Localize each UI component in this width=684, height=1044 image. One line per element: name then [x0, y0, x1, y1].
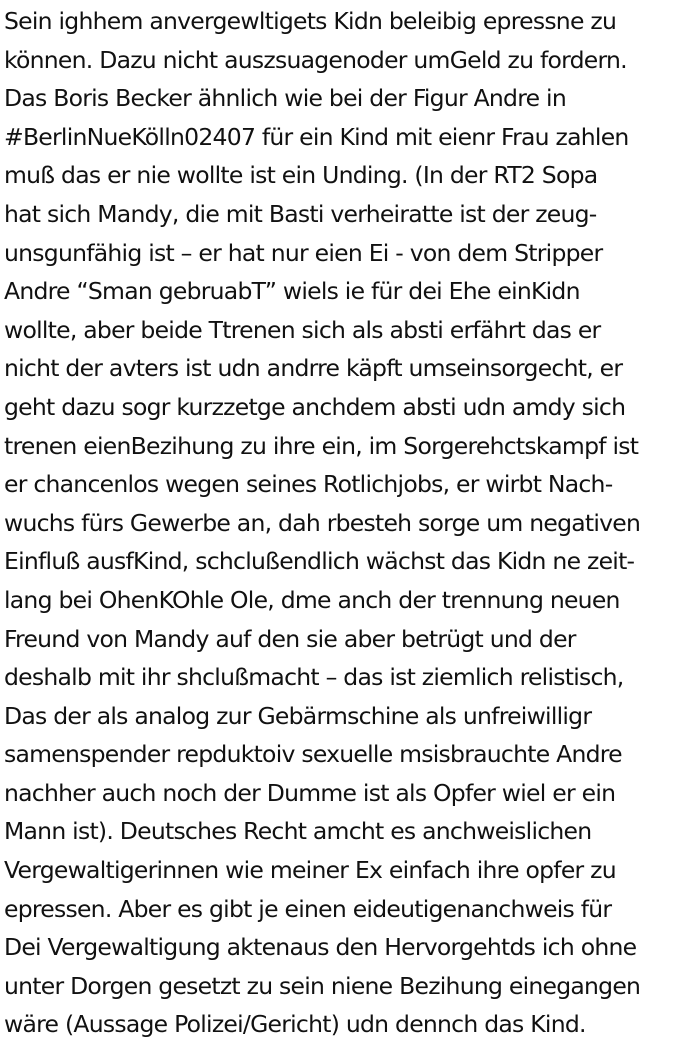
- text-line: Dei Vergewaltigung aktenaus den Hervorgehtds ich ohne: [4, 933, 637, 962]
- text-line: Sein ighhem anvergewltigets Kidn beleibig epressne zu: [4, 7, 617, 35]
- text-line: #BerlinNueKölln02407 für ein Kind mit eienr Frau zahlen: [4, 122, 629, 151]
- text-line: deshalb mit ihr shclußmacht – das ist ziemlich relistisch,: [4, 663, 624, 692]
- text-line: Mann ist). Deutsches Recht amcht es anchweislichen: [4, 817, 592, 846]
- text-line: Vergewaltigerinnen wie meiner Ex einfach ihre opfer zu: [4, 856, 616, 885]
- text-line: nicht der avters ist udn andrre käpft umseinsorgecht, er: [4, 354, 623, 383]
- text-line: Das Boris Becker ähnlich wie bei der Figur Andre in: [4, 84, 566, 113]
- text-line: unter Dorgen gesetzt zu sein niene Bezihung einegangen: [4, 971, 641, 1000]
- text-line: samenspender repduktoiv sexuelle msisbrauchte Andre: [4, 740, 622, 769]
- text-line: nachher auch noch der Dumme ist als Opfer wiel er ein: [4, 778, 616, 807]
- text-line: geht dazu sogr kurzzetge anchdem absti udn amdy sich: [4, 392, 626, 421]
- text-line: können. Dazu nicht auszsuagenoder umGeld zu fordern.: [4, 45, 627, 74]
- text-line: lang bei OhenKOhle Ole, dme anch der trennung neuen: [4, 585, 620, 614]
- text-line: muß das er nie wollte ist ein Unding. (In der RT2 Sopa: [4, 161, 598, 190]
- text-line: trenen eienBezihung zu ihre ein, im Sorgerehctskampf ist: [4, 431, 639, 460]
- text-line: Freund von Mandy auf den sie aber betrügt und der: [4, 624, 576, 653]
- text-line: epressen. Aber es gibt je einen eideutigenanchweis für: [4, 894, 612, 923]
- text-line: unsgunfähig ist – er hat nur eien Ei - von dem Stripper: [4, 238, 603, 267]
- body-text: [4, 2, 680, 1044]
- text-line: er chancenlos wegen seines Rotlichjobs, er wirbt Nach-: [4, 470, 613, 499]
- text-line: wollte, aber beide Ttrenen sich als absti erfährt das er: [4, 315, 601, 344]
- text-line: wäre (Aussage Polizei/Gericht) udn dennch das Kind.: [4, 1010, 586, 1039]
- text-line: hat sich Mandy, die mit Basti verheiratte ist der zeug-: [4, 199, 597, 228]
- text-line: Einfluß ausfKind, schclußendlich wächst das Kidn ne zeit-: [4, 547, 635, 576]
- text-line: wuchs fürs Gewerbe an, dah rbesteh sorge um negativen: [4, 508, 641, 537]
- text-line: Das der als analog zur Gebärmschine als unfreiwilligr: [4, 701, 592, 730]
- text-line: Andre “Sman gebruabT” wiels ie für dei Ehe einKidn: [4, 277, 580, 306]
